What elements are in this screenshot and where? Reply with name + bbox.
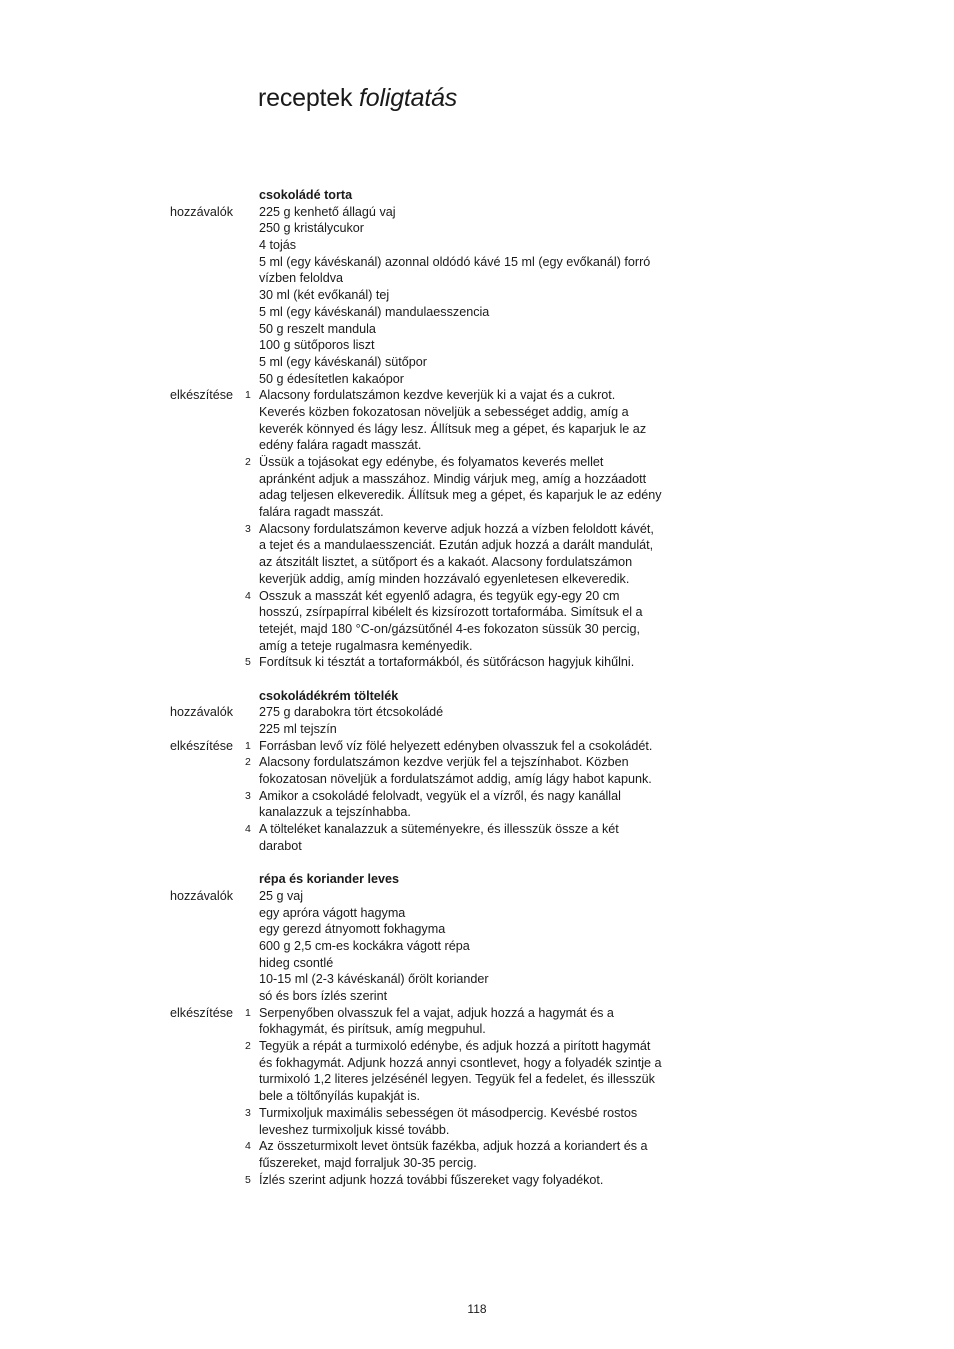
step-text: A tölteléket kanalazzuk a süteményekre, és illesszük össze a két (259, 822, 619, 837)
step-text: tetejét, majd 180 °C-on/gázsütőnél 4-es fokozaton süssük 30 percig, (259, 621, 640, 636)
step-line (0, 1155, 954, 1172)
recipe-title-row (0, 871, 954, 888)
ingredient-text: 275 g darabokra tört étcsokoládé (259, 705, 444, 720)
ingredient-line (0, 337, 954, 354)
ingredient-text: 100 g sütőporos liszt (259, 338, 375, 353)
ingredient-line (0, 287, 954, 304)
step-line (0, 838, 954, 855)
step-line (0, 1122, 954, 1139)
step-text: és fokhagymát. Adjunk hozzá annyi csontlevet, hogy a folyadék szintje a (259, 1055, 662, 1070)
recipe-list (0, 187, 954, 1205)
step-text: keverék könnyed és lágy lesz. Állítsuk meg a gépet, és kaparjuk le az (259, 421, 647, 436)
step-text: fűszereket, majd forraljuk 30-35 percig. (259, 1155, 477, 1170)
recipe-title-row (0, 187, 954, 204)
step-text: Ízlés szerint adjunk hozzá további fűszereket vagy folyadékot. (259, 1172, 604, 1187)
step-text: Alacsony fordulatszámon keverve adjuk hozzá a vízben feloldott kávét, (259, 521, 654, 536)
ingredient-text: hideg csontlé (259, 955, 334, 970)
step-line (0, 521, 954, 538)
ingredient-text: 10-15 ml (2-3 kávéskanál) őrölt koriander (259, 972, 489, 987)
step-text: kanalazzuk a tejszínhabba. (259, 805, 411, 820)
step-text: a tejet és a mandulaesszenciát. Ezután adjuk hozzá a darált mandulát, (259, 538, 654, 553)
step-line (0, 454, 954, 471)
recipe-title-row (0, 688, 954, 705)
ingredient-text: 30 ml (két evőkanál) tej (259, 288, 390, 303)
ingredient-line (0, 721, 954, 738)
recipe (0, 871, 954, 1188)
step-text: Keverés közben fokozatosan növeljük a sebességet addig, amíg a (259, 404, 629, 419)
step-text: hosszú, zsírpapírral kibélelt és kizsírozott tortaformába. Simítsuk el a (259, 605, 643, 620)
step-line (0, 788, 954, 805)
ingredient-text: 5 ml (egy kávéskanál) sütőpor (259, 354, 427, 369)
ingredient-text: só és bors ízlés szerint (259, 989, 388, 1003)
ingredient-line (0, 704, 954, 721)
page-title-italic: foligtatás (359, 84, 458, 112)
step-text: adag teljesen elkeveredik. Állítsuk meg a gépet, és kaparjuk le az edény (259, 488, 662, 503)
method-label: elkészítése (170, 1005, 233, 1020)
recipe-title: csokoládé torta (259, 188, 353, 202)
step-line (0, 1055, 954, 1072)
step-line (0, 621, 954, 638)
step-text: Turmixoljuk maximális sebességen öt másodpercig. Kevésbé rostos (259, 1105, 638, 1120)
step-text: edény falára ragadt masszát. (259, 438, 422, 453)
step-line (0, 1071, 954, 1088)
step-text: Amikor a csokoládé felolvadt, vegyük el a vízről, és nagy kanállal (259, 788, 621, 803)
step-line (0, 1038, 954, 1055)
step-line (0, 487, 954, 504)
ingredient-text: 225 ml tejszín (259, 722, 337, 736)
recipe-title: répa és koriander leves (259, 872, 400, 887)
ingredient-line (0, 220, 954, 237)
ingredients-label: hozzávalók (170, 204, 234, 219)
recipe (0, 688, 954, 855)
page-title-main: receptek (258, 84, 353, 112)
step-line (0, 421, 954, 438)
step-text: Az összeturmixolt levet öntsük fazékba, adjuk hozzá a koriandert és a (259, 1139, 648, 1154)
ingredient-line (0, 254, 954, 271)
ingredient-line (0, 204, 954, 221)
step-line (0, 1088, 954, 1105)
ingredient-line (0, 921, 954, 938)
ingredient-text: 4 tojás (259, 238, 297, 253)
recipe-title: csokoládékrém töltelék (259, 688, 399, 703)
step-line (0, 1021, 954, 1038)
method-label: elkészítése (170, 738, 233, 753)
step-line (0, 471, 954, 488)
step-line (0, 754, 954, 771)
step-number: 1 (245, 389, 251, 402)
step-number: 3 (245, 522, 251, 535)
ingredient-line (0, 971, 954, 988)
ingredients-label: hozzávalók (170, 705, 234, 720)
ingredient-text: 5 ml (egy kávéskanál) azonnal oldódó kávé 15 ml (egy evőkanál) forró (259, 254, 651, 269)
step-number: 2 (245, 1040, 251, 1053)
step-number: 2 (245, 456, 251, 468)
step-number: 4 (245, 1140, 251, 1153)
step-text: falára ragadt masszát. (259, 505, 384, 520)
ingredient-text: egy gerezd átnyomott fokhagyma (259, 922, 446, 937)
step-number: 4 (245, 589, 251, 602)
ingredient-text: 5 ml (egy kávéskanál) mandulaesszencia (259, 304, 490, 319)
step-line (0, 804, 954, 821)
ingredients-label: hozzávalók (170, 888, 234, 903)
ingredient-text: 225 g kenhető állagú vaj (259, 204, 396, 219)
ingredient-text: 250 g kristálycukor (259, 221, 364, 236)
ingredient-text: egy apróra vágott hagyma (259, 905, 406, 920)
step-text: Fordítsuk ki tésztát a tortaformákból, és sütőrácson hagyjuk kihűlni. (259, 655, 635, 670)
step-number: 3 (245, 1106, 251, 1119)
step-line (0, 504, 954, 521)
ingredient-line (0, 371, 954, 388)
ingredient-line (0, 905, 954, 922)
ingredient-text: 600 g 2,5 cm-es kockákra vágott répa (259, 938, 470, 953)
ingredient-line (0, 304, 954, 321)
step-text: fokhagymát, és pirítsuk, amíg megpuhul. (259, 1022, 486, 1037)
step-line (0, 1172, 954, 1189)
ingredient-line (0, 888, 954, 905)
ingredient-line (0, 354, 954, 371)
step-text: Alacsony fordulatszámon kezdve verjük fel a tejszínhabot. Közben (259, 755, 629, 770)
step-line (0, 588, 954, 605)
step-text: amíg a teteje rugalmasra keményedik. (259, 638, 473, 653)
step-line (0, 771, 954, 788)
step-number: 5 (245, 656, 251, 669)
step-text: fokozatosan növeljük a fordulatszámot addig, amíg lágy habot kapunk. (259, 772, 652, 787)
ingredient-line (0, 955, 954, 972)
ingredient-line (0, 237, 954, 254)
step-line (0, 738, 954, 755)
ingredient-text: 50 g édesítetlen kakaópor (259, 371, 404, 386)
step-text: az átszitált lisztet, a sütőport és a kakaót. Alacsony fordulatszámon (259, 555, 633, 570)
ingredient-line (0, 270, 954, 287)
step-line (0, 638, 954, 655)
recipe (0, 187, 954, 671)
step-text: Üssük a tojásokat egy edénybe, és folyamatos keverés mellet (259, 455, 604, 469)
step-text: keverjük addig, amíg minden hozzávaló egyenletesen elkeveredik. (259, 571, 630, 586)
step-number: 1 (245, 739, 251, 752)
ingredient-line (0, 938, 954, 955)
step-number: 4 (245, 823, 251, 836)
step-text: Osszuk a masszát két egyenlő adagra, és tegyük egy-egy 20 cm (259, 588, 620, 603)
method-label: elkészítése (170, 388, 233, 403)
page-title (258, 84, 457, 113)
step-text: Serpenyőben olvasszuk fel a vajat, adjuk hozzá a hagymát és a (259, 1005, 614, 1020)
step-line (0, 404, 954, 421)
step-line (0, 554, 954, 571)
step-line (0, 571, 954, 588)
step-text: turmixoló 1,2 literes jelzésénél legyen. Tegyük fel a fedelet, és illesszük (259, 1072, 655, 1087)
ingredient-line (0, 321, 954, 338)
ingredient-text: 25 g vaj (259, 888, 304, 903)
step-line (0, 437, 954, 454)
step-text: bele a töltőnyílás kupakját is. (259, 1089, 421, 1104)
ingredient-line (0, 988, 954, 1005)
ingredient-text: 50 g reszelt mandula (259, 321, 376, 336)
page-number: 118 (467, 1302, 487, 1316)
step-line (0, 1138, 954, 1155)
step-number: 3 (245, 789, 251, 802)
ingredient-text: vízben feloldva (259, 271, 344, 286)
step-line (0, 1105, 954, 1122)
step-line (0, 604, 954, 621)
step-text: darabot (259, 838, 302, 853)
step-line (0, 654, 954, 671)
step-number: 5 (245, 1173, 251, 1186)
step-text: Alacsony fordulatszámon kezdve keverjük ki a vajat és a cukrot. (259, 388, 616, 403)
step-line (0, 387, 954, 404)
step-text: Tegyük a répát a turmixoló edénybe, és adjuk hozzá a pirított hagymát (259, 1039, 651, 1054)
step-text: apránként adjuk a masszához. Mindig várjuk meg, amíg a hozzáadott (259, 471, 647, 486)
step-number: 1 (245, 1006, 251, 1019)
step-text: Forrásban levő víz fölé helyezett edényben olvasszuk fel a csokoládét. (259, 738, 653, 753)
step-text: leveshez turmixoljuk kissé tovább. (259, 1122, 450, 1137)
step-line (0, 821, 954, 838)
step-number: 2 (245, 756, 251, 769)
step-line (0, 1005, 954, 1022)
step-line (0, 537, 954, 554)
